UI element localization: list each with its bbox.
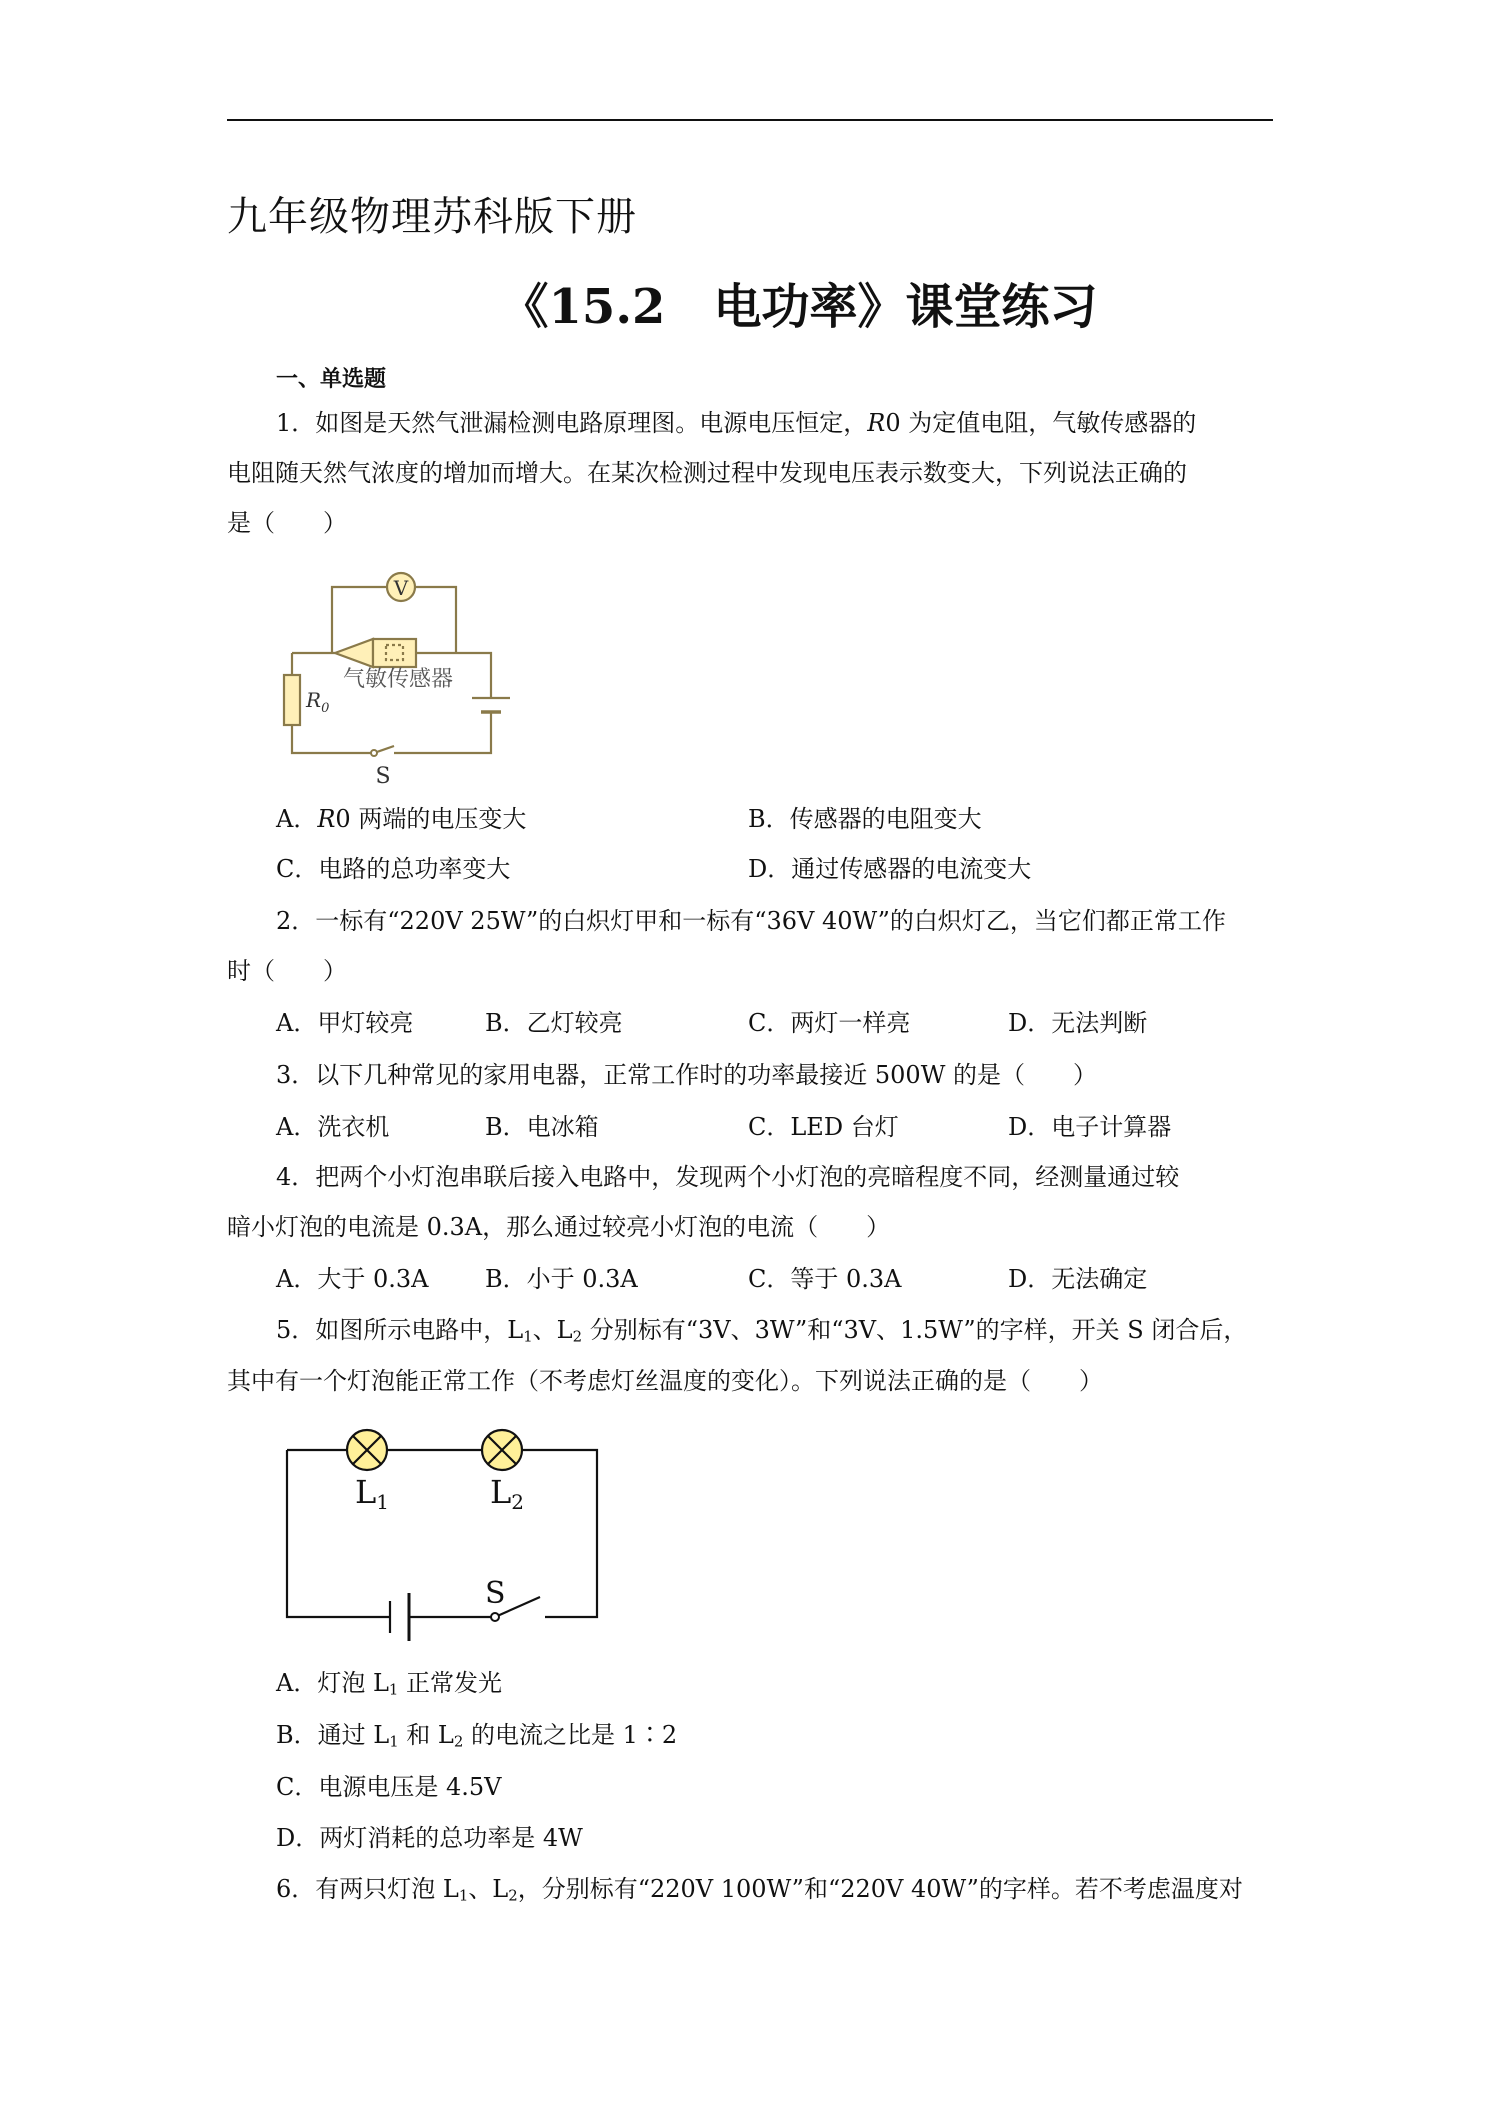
q5-circuit-figure (285, 1425, 605, 1650)
q3-option-a[interactable]: A．洗衣机 (276, 1113, 390, 1141)
svg-text:V: V (393, 576, 409, 600)
header-rule (227, 119, 1273, 121)
q1-option-a[interactable]: A．R0 两端的电压变大 (276, 805, 527, 833)
q2-option-a[interactable]: A．甲灯较亮 (276, 1009, 414, 1037)
lamp-l2-label: L2 (490, 1473, 524, 1514)
q4-option-b[interactable]: B．小于 0.3A (485, 1265, 638, 1293)
q2-option-c[interactable]: C．两灯一样亮 (748, 1009, 911, 1037)
q2-option-d[interactable]: D．无法判断 (1008, 1009, 1148, 1037)
q1-line-1: 1．如图是天然气泄漏检测电路原理图。电源电压恒定，R0 为定值电阻，气敏传感器的 (276, 409, 1197, 437)
q1-line-3: 是（ ） (227, 509, 347, 537)
subject-heading: 九年级物理苏科版下册 (227, 194, 637, 240)
q3-option-d[interactable]: D．电子计算器 (1008, 1113, 1172, 1141)
q1-line-2: 电阻随天然气浓度的增加而增大。在某次检测过程中发现电压表示数变大，下列说法正确的 (227, 459, 1187, 487)
q4-option-c[interactable]: C．等于 0.3A (748, 1265, 902, 1293)
lamp-l2-icon (482, 1430, 522, 1470)
q3-line-1: 3．以下几种常见的家用电器，正常工作时的功率最接近 500W 的是（ ） (276, 1061, 1098, 1089)
switch-icon (491, 1613, 499, 1621)
q4-option-a[interactable]: A．大于 0.3A (276, 1265, 429, 1293)
sensor-label: 气敏传感器 (342, 667, 454, 692)
lamp-l1-icon (347, 1430, 387, 1470)
q5-option-c[interactable]: C．电源电压是 4.5V (276, 1773, 502, 1801)
switch-label: S (375, 764, 391, 789)
page-title: 《15.2 电功率》课堂练习 (500, 279, 1098, 335)
q1-option-c[interactable]: C．电路的总功率变大 (276, 855, 511, 883)
q1-option-b[interactable]: B．传感器的电阻变大 (748, 805, 982, 833)
q1-option-d[interactable]: D．通过传感器的电流变大 (748, 855, 1032, 883)
q2-line-1: 2．一标有“220V 25W”的白炽灯甲和一标有“36V 40W”的白炽灯乙，当它们都正常工作 (276, 907, 1226, 935)
switch-label: S (485, 1576, 506, 1611)
q5-option-a[interactable]: A．灯泡 $L_1$ 正常发光 (276, 1669, 503, 1699)
q6-line-1: 6．有两只灯泡 $L_1$、$L_2$，分别标有“220V 100W”和“220V 40W”的字样。若不考虑温度对 (276, 1875, 1243, 1905)
switch-icon (371, 750, 377, 756)
gas-sensor-icon (335, 639, 416, 667)
q5-option-b[interactable]: B．通过 $L_1$ 和 $L_2$ 的电流之比是 1∶2 (276, 1721, 678, 1751)
q4-option-d[interactable]: D．无法确定 (1008, 1265, 1148, 1293)
voltmeter-icon (387, 573, 415, 601)
q5-line-2: 其中有一个灯泡能正常工作（不考虑灯丝温度的变化）。下列说法正确的是（ ） (227, 1367, 1103, 1395)
resistor-label: $R_0$ (306, 688, 330, 716)
q4-line-1: 4．把两个小灯泡串联后接入电路中，发现两个小灯泡的亮暗程度不同，经测量通过较 (276, 1163, 1180, 1191)
q1-circuit-figure (280, 565, 540, 790)
q2-option-b[interactable]: B．乙灯较亮 (485, 1009, 623, 1037)
q3-option-c[interactable]: C．LED 台灯 (748, 1113, 899, 1141)
resistor-r0-icon (284, 675, 300, 725)
q5-line-1: 5．如图所示电路中，$L_1$、$L_2$ 分别标有“3V、3W”和“3V、1.5W”的字样，开关 S 闭合后， (276, 1316, 1248, 1346)
q2-line-2: 时（ ） (227, 957, 347, 985)
q5-option-d[interactable]: D．两灯消耗的总功率是 4W (276, 1824, 583, 1852)
section-heading: 一、单选题 (276, 366, 387, 392)
q4-line-2: 暗小灯泡的电流是 0.3A，那么通过较亮小灯泡的电流（ ） (227, 1213, 891, 1241)
lamp-l1-label: L1 (355, 1473, 389, 1514)
q3-option-b[interactable]: B．电冰箱 (485, 1113, 599, 1141)
